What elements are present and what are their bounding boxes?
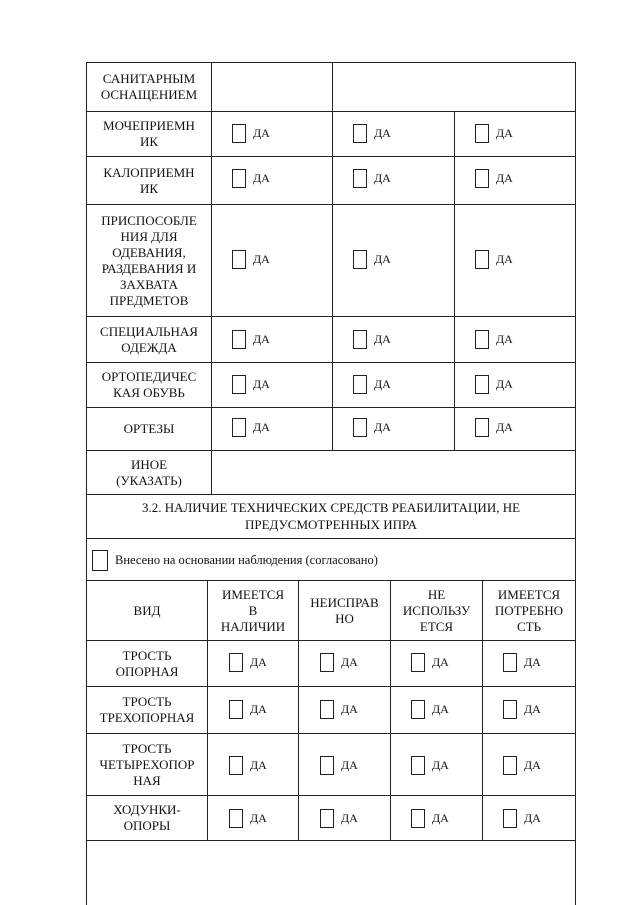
checkbox-yes[interactable]: ДА [232, 330, 270, 349]
row-label: ОРТЕЗЫ [123, 421, 175, 436]
checkbox-square-icon[interactable] [353, 124, 367, 143]
checkbox-square-icon[interactable] [232, 330, 246, 349]
header-vid: ВИД [133, 602, 161, 618]
checkbox-yes[interactable]: ДА [475, 169, 513, 188]
checkbox-square-icon[interactable] [503, 809, 517, 828]
checkbox-square-icon[interactable] [320, 653, 334, 672]
rule [332, 62, 333, 450]
sanitary-label: САНИТАРНЫМ ОСНАЩЕНИЕМ [100, 71, 198, 102]
checkbox-square-icon[interactable] [475, 418, 489, 437]
checkbox-yes[interactable]: ДА [475, 418, 513, 437]
checkbox-square-icon[interactable] [475, 124, 489, 143]
aid-row-label: ХОДУНКИ- ОПОРЫ [113, 802, 181, 833]
row-label: ПРИСПОСОБЛЕ НИЯ ДЛЯ ОДЕВАНИЯ, РАЗДЕВАНИЯ И ЗАХВАТА ПРЕДМЕТОВ [101, 212, 197, 308]
aid-row-label: ТРОСТЬ ЧЕТЫРЕХОПОР НАЯ [99, 740, 195, 788]
checkbox-square-icon[interactable] [229, 756, 243, 775]
checkbox-square-icon[interactable] [503, 756, 517, 775]
checkbox-square-icon[interactable] [229, 653, 243, 672]
rule [86, 538, 576, 539]
checkbox-yes[interactable]: ДА [353, 375, 391, 394]
checkbox-yes[interactable]: ДА [353, 250, 391, 269]
checkbox-yes[interactable]: ДА [411, 809, 449, 828]
rule-right [575, 62, 576, 905]
checkbox-yes[interactable]: ДА [503, 700, 541, 719]
checkbox-yes[interactable]: ДА [320, 756, 358, 775]
checkbox-yes[interactable]: ДА [503, 809, 541, 828]
checkbox-square-icon[interactable] [353, 250, 367, 269]
observation-note-text: Внесено на основании наблюдения (согласовано) [115, 553, 378, 567]
checkbox-yes[interactable]: ДА [232, 169, 270, 188]
checkbox-yes[interactable]: ДА [229, 756, 267, 775]
checkbox-yes[interactable]: ДА [411, 756, 449, 775]
checkbox-yes[interactable]: ДА [353, 169, 391, 188]
checkbox-square-icon[interactable] [320, 756, 334, 775]
row-label: ОРТОПЕДИЧЕС КАЯ ОБУВЬ [101, 369, 197, 400]
checkbox-square-icon[interactable] [353, 169, 367, 188]
checkbox-square-icon[interactable] [229, 700, 243, 719]
checkbox-square-icon[interactable] [353, 375, 367, 394]
checkbox-square-icon[interactable] [411, 809, 425, 828]
header-needed: ИМЕЕТСЯ ПОТРЕБНО СТЬ [494, 586, 564, 634]
rule [211, 62, 212, 494]
checkbox-square-icon[interactable] [503, 700, 517, 719]
checkbox-square-icon[interactable] [353, 330, 367, 349]
checkbox-square-icon[interactable] [475, 375, 489, 394]
checkbox-yes[interactable]: ДА [411, 653, 449, 672]
checkbox-square-icon[interactable] [353, 418, 367, 437]
checkbox-square-icon[interactable] [320, 809, 334, 828]
checkbox-yes[interactable]: ДА [475, 250, 513, 269]
checkbox-square-icon[interactable] [411, 653, 425, 672]
section-title-text: 3.2. НАЛИЧИЕ ТЕХНИЧЕСКИХ СРЕДСТВ РЕАБИЛИТАЦИИ, НЕ ПРЕДУСМОТРЕННЫХ ИПРА [141, 500, 521, 532]
checkbox-square-icon[interactable] [232, 375, 246, 394]
aid-row-label: ТРОСТЬ ОПОРНАЯ [115, 647, 179, 679]
checkbox-yes[interactable]: ДА [320, 700, 358, 719]
row-label: МОЧЕПРИЕМН ИК [103, 118, 195, 149]
checkbox-yes[interactable]: ДА [411, 700, 449, 719]
checkbox-yes[interactable]: ДА [475, 124, 513, 143]
checkbox-square-icon[interactable] [232, 124, 246, 143]
checkbox-square-icon[interactable] [92, 550, 108, 571]
checkbox-yes[interactable]: ДА [229, 809, 267, 828]
checkbox-yes[interactable]: ДА [353, 124, 391, 143]
checkbox-yes[interactable]: ДА [320, 653, 358, 672]
checkbox-yes[interactable]: ДА [232, 250, 270, 269]
checkbox-square-icon[interactable] [232, 418, 246, 437]
row-label: СПЕЦИАЛЬНАЯ ОДЕЖДА [100, 323, 198, 355]
checkbox-yes[interactable]: ДА [503, 756, 541, 775]
observation-note[interactable] [92, 550, 378, 571]
checkbox-yes[interactable]: ДА [353, 330, 391, 349]
checkbox-square-icon[interactable] [232, 250, 246, 269]
checkbox-square-icon[interactable] [229, 809, 243, 828]
checkbox-square-icon[interactable] [475, 330, 489, 349]
checkbox-square-icon[interactable] [475, 169, 489, 188]
checkbox-yes[interactable]: ДА [503, 653, 541, 672]
checkbox-yes[interactable]: ДА [475, 375, 513, 394]
header-available: ИМЕЕТСЯ В НАЛИЧИИ [220, 586, 286, 634]
checkbox-square-icon[interactable] [232, 169, 246, 188]
checkbox-square-icon[interactable] [475, 250, 489, 269]
rule [454, 111, 455, 450]
aid-row-label: ТРОСТЬ ТРЕХОПОРНАЯ [99, 694, 195, 725]
header-faulty: НЕИСПРАВ НО [310, 594, 379, 626]
rule [86, 840, 576, 841]
checkbox-square-icon[interactable] [411, 756, 425, 775]
checkbox-square-icon[interactable] [320, 700, 334, 719]
checkbox-yes[interactable]: ДА [475, 330, 513, 349]
checkbox-yes[interactable]: ДА [232, 418, 270, 437]
row-label: КАЛОПРИЕМН ИК [103, 164, 195, 196]
other-label: ИНОЕ (УКАЗАТЬ) [116, 456, 182, 488]
checkbox-yes[interactable]: ДА [229, 700, 267, 719]
section-3-2-title [87, 499, 575, 533]
checkbox-yes[interactable]: ДА [232, 124, 270, 143]
checkbox-yes[interactable]: ДА [229, 653, 267, 672]
checkbox-yes[interactable]: ДА [232, 375, 270, 394]
header-not-used: НЕ ИСПОЛЬЗУ ЕТСЯ [402, 586, 471, 634]
checkbox-yes[interactable]: ДА [320, 809, 358, 828]
checkbox-square-icon[interactable] [503, 653, 517, 672]
checkbox-yes[interactable]: ДА [353, 418, 391, 437]
checkbox-square-icon[interactable] [411, 700, 425, 719]
rule [86, 494, 576, 495]
